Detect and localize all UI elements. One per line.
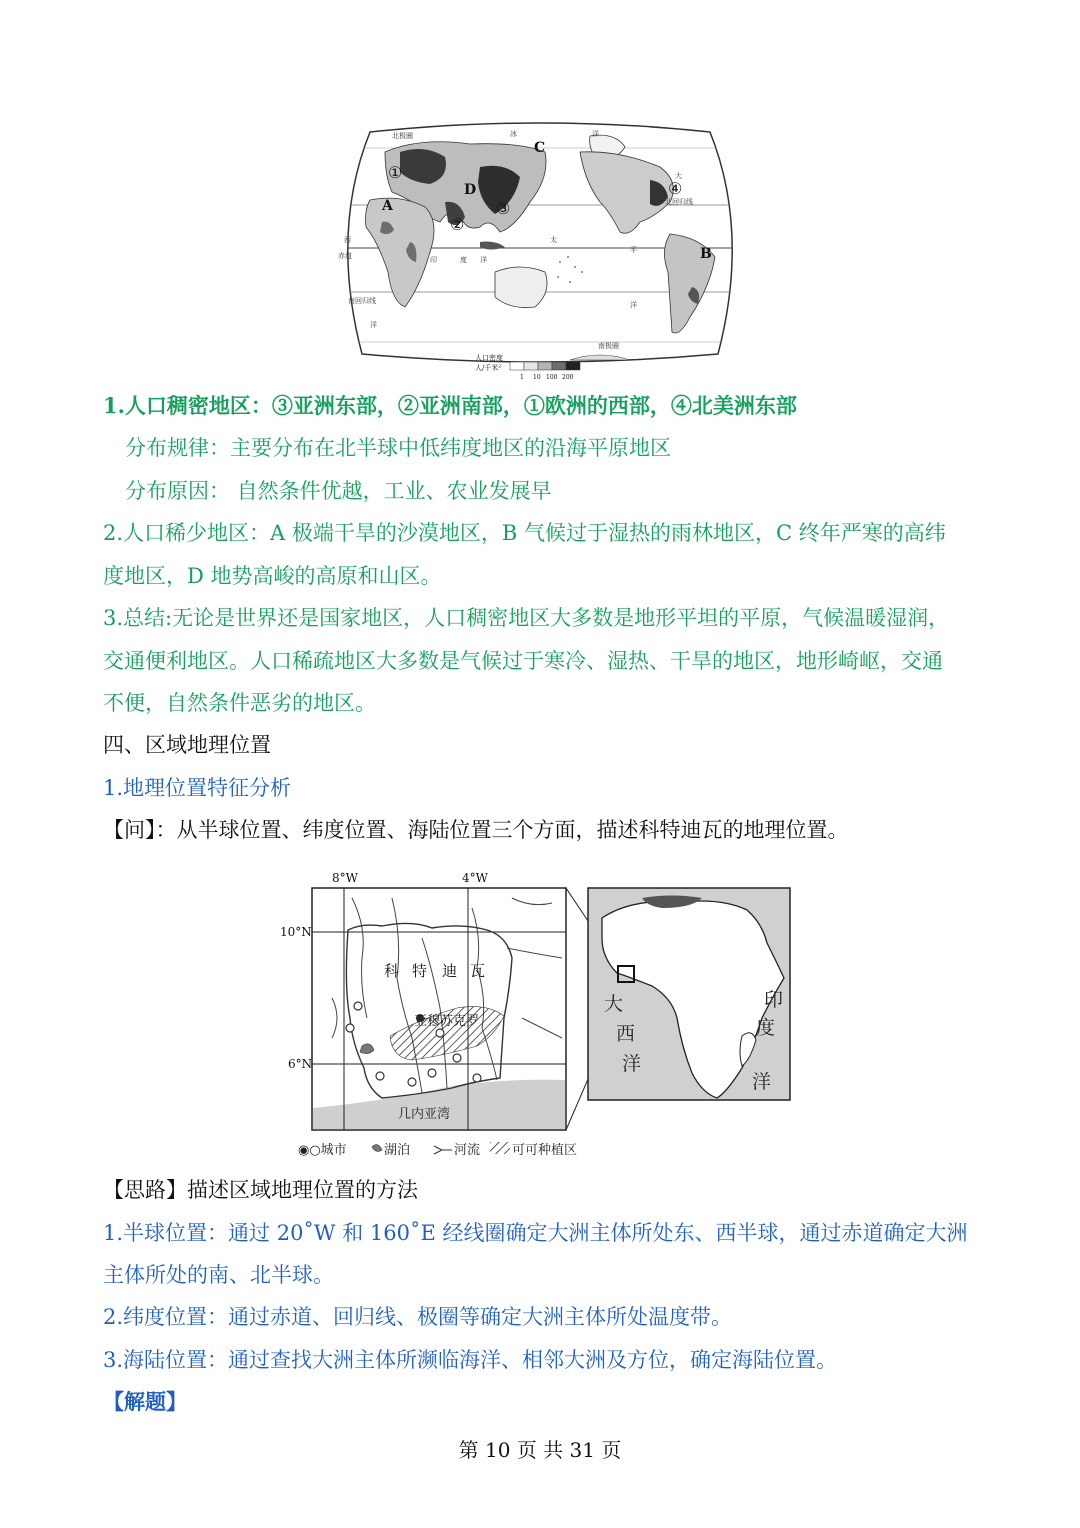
marker-a: A: [382, 198, 393, 214]
inset-char-du: 度: [756, 1017, 776, 1039]
section2-line1: 2.人口稀少地区：A 极端干旱的沙漠地区，B 气候过于湿热的雨林地区，C 终年严寒的高纬: [103, 521, 946, 545]
legend-swatch-4: [566, 362, 580, 370]
page-footer: 第 10 页 共 31 页: [458, 1438, 622, 1462]
yin-label: 印: [430, 256, 437, 264]
marker-1: ①: [388, 163, 403, 182]
lon-label-4w: 4°W: [462, 871, 488, 885]
legend-city: ◉○城市: [298, 1143, 347, 1158]
lake-legend-icon: [372, 1145, 382, 1152]
marker-4: ④: [668, 179, 683, 198]
ping-label: 平: [630, 246, 637, 254]
beihuigui-label: 北回归线: [665, 198, 693, 206]
country-char-1: 科: [384, 962, 400, 980]
yang2-label: 洋: [630, 301, 637, 309]
du-label: 度: [460, 256, 467, 264]
country-char-3: 迪: [442, 962, 458, 980]
nanji-label: 南极圈: [598, 342, 619, 350]
yang3-label: 洋: [370, 321, 377, 329]
ice-label: 冰: [510, 130, 517, 138]
legend-lake: 湖泊: [384, 1143, 411, 1158]
method1-line2: 主体所处的南、北半球。: [103, 1263, 334, 1287]
country-char-4: 瓦: [470, 962, 486, 980]
method2: 2.纬度位置：通过赤道、回归线、极圈等确定大洲主体所处温度带。: [103, 1305, 733, 1329]
country-char-2: 特: [412, 962, 428, 980]
inset-char-xi: 西: [616, 1023, 636, 1045]
legend-swatch-3: [552, 362, 566, 370]
subheading-location-analysis: 1.地理位置特征分析: [103, 776, 292, 800]
world-population-map: [330, 122, 750, 384]
legend-swatch-0: [510, 362, 524, 370]
nanhuigui-label: 南回归线: [348, 297, 376, 305]
legend-tick-10: 10: [533, 374, 541, 381]
section1-rule: 分布规律：主要分布在北半球中低纬度地区的沿海平原地区: [125, 436, 671, 460]
inset-char-da: 大: [604, 993, 624, 1015]
cocoa-legend-icon: [490, 1142, 510, 1154]
section3-line2: 交通便利地区。人口稀疏地区大多数是气候过于寒冷、湿热、干旱的地区，地形崎岖，交通: [103, 649, 943, 673]
legend-swatch-1: [524, 362, 538, 370]
lat-label-6n: 6°N: [288, 1057, 313, 1071]
question-text: 【问】：从半球位置、纬度位置、海陆位置三个方面，描述科特迪瓦的地理位置。: [103, 818, 849, 842]
marker-3: ③: [496, 199, 511, 218]
marker-2: ②: [450, 215, 465, 234]
section3-line1: 3.总结:无论是世界还是国家地区，人口稠密地区大多数是地形平坦的平原，气候温暖湿润，: [103, 606, 950, 630]
yang-label: 洋: [480, 256, 487, 264]
legend-title: 人口密度: [475, 354, 503, 362]
section1-reason: 分布原因： 自然条件优越，工业、农业发展早: [125, 479, 552, 503]
legend-cocoa: 可可种植区: [512, 1143, 578, 1158]
legend-tick-200: 200: [562, 374, 574, 381]
lon-label-8w: 8°W: [332, 871, 358, 885]
legend-swatch-2: [538, 362, 552, 370]
jieti-heading: 【解题】: [103, 1389, 187, 1414]
legend-unit: 人/千米²: [475, 364, 502, 372]
chidao-label: 赤道: [338, 252, 352, 260]
gulf-label: 几内亚湾: [398, 1107, 451, 1122]
legend-river: 河流: [454, 1143, 481, 1158]
marker-d: D: [464, 182, 477, 198]
method3: 3.海陆位置：通过查找大洲主体所濒临海洋、相邻大洲及方位，确定海陆位置。: [103, 1348, 838, 1372]
capital-label: 亚穆苏克罗: [414, 1014, 480, 1029]
section1-title: 1.人口稠密地区：③亚洲东部，②亚洲南部，①欧洲的西部，④北美洲东部: [103, 393, 797, 418]
section3-line3: 不便，自然条件恶劣的地区。: [103, 691, 376, 715]
lat-label-10n: 10°N: [280, 925, 312, 939]
beiji-label: 北极圈: [392, 132, 413, 140]
inset-char-yang2: 洋: [752, 1071, 772, 1093]
marker-b: B: [700, 246, 712, 262]
da-label: 大: [675, 172, 682, 180]
silu-heading: 【思路】描述区域地理位置的方法: [103, 1178, 418, 1202]
xi-label: 西: [344, 236, 351, 244]
legend-tick-100: 100: [546, 374, 558, 381]
cote-divoire-map: [272, 868, 802, 1164]
section2-line2: 度地区，D 地势高峻的高原和山区。: [103, 564, 442, 588]
inset-char-yin: 印: [764, 989, 784, 1011]
cote-map-legend: [298, 1142, 577, 1158]
river-legend-icon: [434, 1146, 452, 1154]
method1-line1: 1.半球位置：通过 20˚W 和 160˚E 经线圈确定大洲主体所处东、西半球，通过赤道确定大洲: [103, 1221, 968, 1245]
tai-label: 太: [550, 236, 557, 244]
section4-heading: 四、区域地理位置: [103, 733, 271, 757]
inset-char-yang: 洋: [622, 1053, 642, 1075]
legend-tick-1: 1: [520, 374, 524, 381]
ocean-top-label: 洋: [592, 130, 599, 138]
marker-c: C: [534, 140, 546, 156]
